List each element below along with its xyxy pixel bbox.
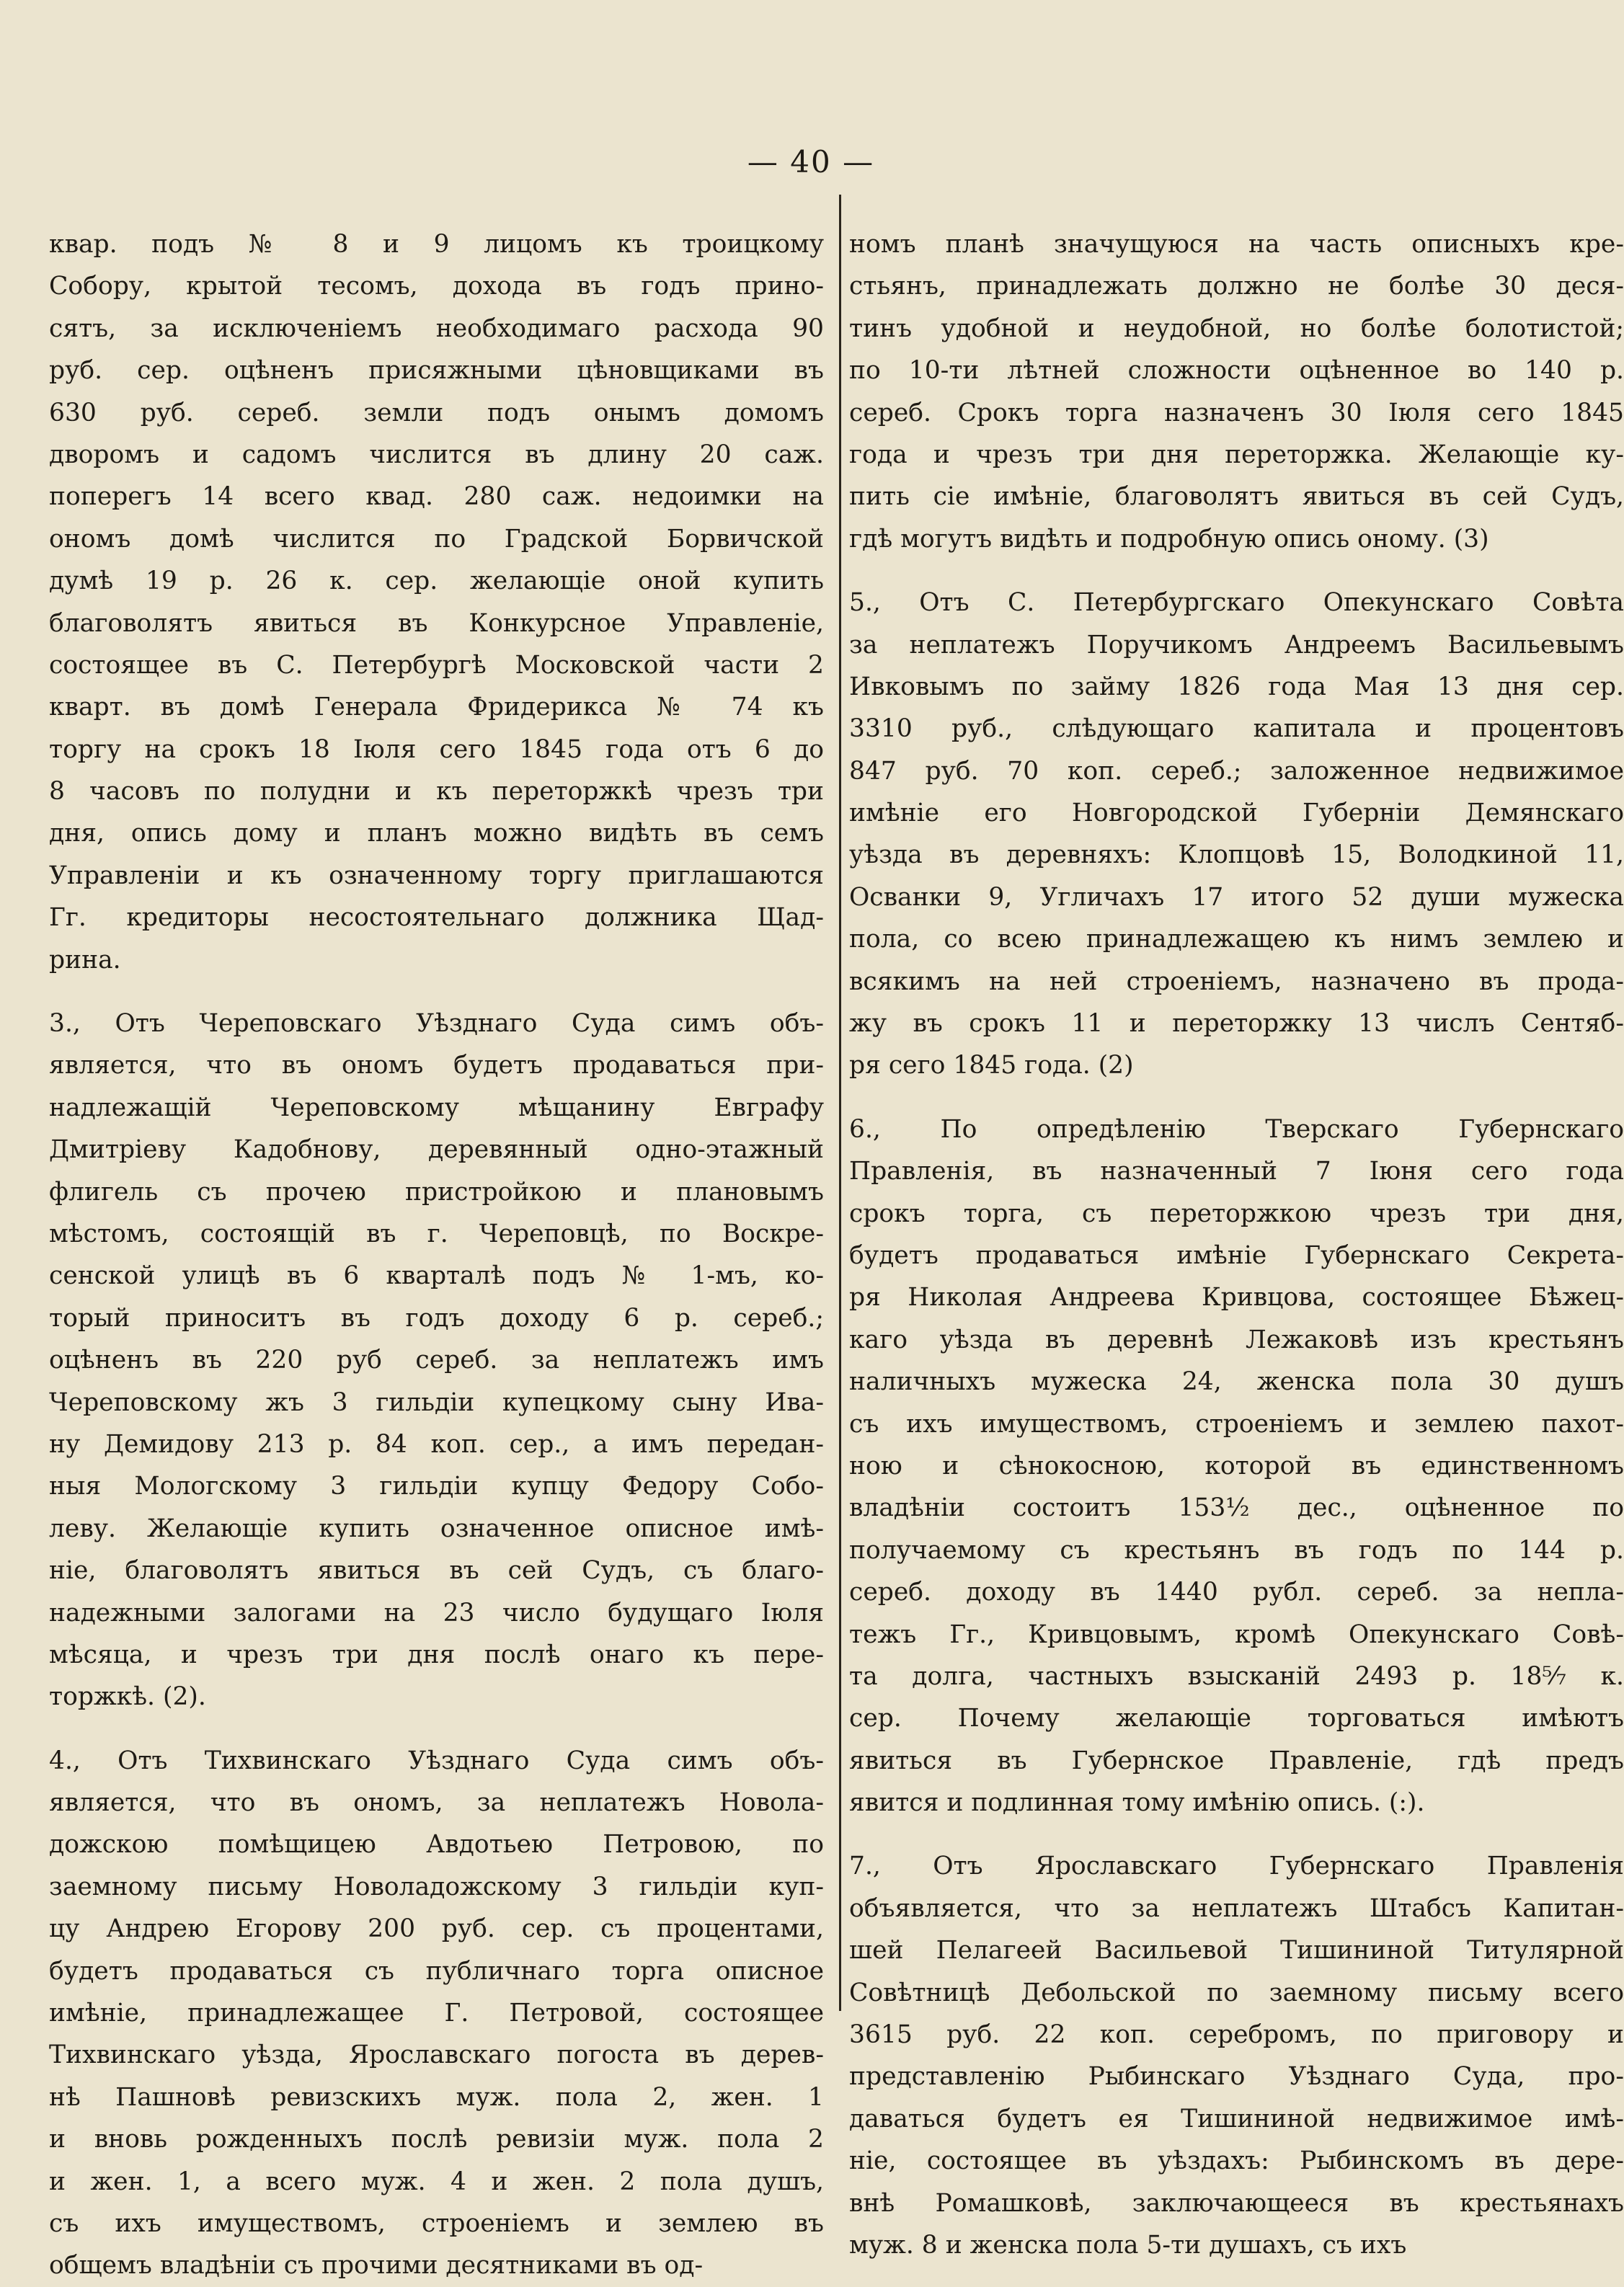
text-line: срокъ торга, съ переторжкою чрезъ три дня, <box>849 1199 1624 1228</box>
text-line: будетъ продаваться съ публичнаго торга описное <box>49 1956 824 1986</box>
text-line: та долга, частныхъ взысканiй 2493 р. 18⁵⁄₇ к. <box>849 1661 1624 1691</box>
text-line: 630 руб. сереб. земли подъ онымъ домомъ <box>49 398 824 427</box>
paragraph <box>849 223 1624 560</box>
left-column <box>49 223 824 2281</box>
text-line: Осванки 9, Угличахъ 17 итого 52 души мужеска <box>849 882 1624 912</box>
text-line: дворомъ и садомъ числится въ длину 20 саж. <box>49 440 824 469</box>
text-line: гдѣ могутъ видѣть и подробную опись оному. (3) <box>849 524 1489 554</box>
text-line: пить сiе имѣнiе, благоволятъ явиться въ сей Судъ, <box>849 482 1624 512</box>
text-line: представленiю Рыбинскаго Уѣзднаго Суда, про- <box>849 2062 1624 2092</box>
paragraph <box>849 560 1624 1087</box>
text-line: ономъ домѣ числится по Градской Борвичской <box>49 524 824 554</box>
text-line: шей Пелагеей Васильевой Тишининой Титулярной <box>849 1936 1624 1966</box>
text-line: Правленiя, въ назначенный 7 Iюня сего года <box>849 1157 1624 1186</box>
text-line: и жен. 1, а всего муж. 4 и жен. 2 пола душъ, <box>49 2167 824 2196</box>
text-line: внѣ Ромашковѣ, заключающееся въ крестьянахъ <box>849 2188 1624 2218</box>
text-line: 7., Отъ Ярославскаго Губернскаго Правленiя <box>849 1852 1624 1881</box>
text-line: нiе, состоящее въ уѣздахъ: Рыбинскомъ въ дере- <box>849 2146 1624 2176</box>
text-line: дожскою помѣщицею Авдотьею Петровою, по <box>49 1830 824 1860</box>
text-line: торжкѣ. (2). <box>49 1682 206 1712</box>
text-line: стьянъ, принадлежать должно не болѣе 30 деся- <box>849 272 1624 301</box>
text-line: тинъ удобной и неудобной, но болѣе болотистой; <box>849 314 1624 343</box>
text-line: Череповскому жъ 3 гильдiи купецкому сыну Ива- <box>49 1387 824 1417</box>
paragraph <box>49 223 824 981</box>
text-line: года и чрезъ три дня переторжка. Желающiе ку- <box>849 440 1624 469</box>
text-line: торгу на срокъ 18 Iюля сего 1845 года отъ 6 до <box>49 734 824 764</box>
text-line: нiе, благоволятъ явиться въ сей Судъ, съ благо- <box>49 1556 824 1586</box>
text-line: флигель съ прочею пристройкою и плановымъ <box>49 1177 824 1207</box>
text-line: леву. Желающiе купить означенное описное имѣ- <box>49 1514 824 1543</box>
text-line: владѣнiи состоитъ 153½ дес., оцѣненное по <box>849 1493 1624 1523</box>
text-line: цу Андрею Егорову 200 руб. сер. съ процентами, <box>49 1914 824 1944</box>
text-line: пола, со всею принадлежащею къ нимъ землею и <box>849 925 1624 954</box>
text-line: жу въ срокъ 11 и переторжку 13 числъ Сентяб- <box>849 1009 1624 1039</box>
text-line: получаемому съ крестьянъ въ годъ по 144 р. <box>849 1535 1624 1565</box>
text-line: Дмитрiеву Кадобнову, деревянный одно-этажный <box>49 1135 824 1165</box>
text-line: ря Николая Андреева Кривцова, состоящее Бѣжец- <box>849 1283 1624 1313</box>
text-line: за неплатежъ Поручикомъ Андреемъ Васильевымъ <box>849 630 1624 660</box>
text-line: заемному письму Новоладожскому 3 гильдiи куп- <box>49 1872 824 1901</box>
text-line: Ивковымъ по займу 1826 года Мая 13 дня сер. <box>849 672 1624 701</box>
paragraph <box>849 1087 1624 1824</box>
text-line: поперегъ 14 всего квад. 280 саж. недоимки на <box>49 482 824 512</box>
text-line: имѣнiе его Новгородской Губернiи Демянскаго <box>849 799 1624 828</box>
text-line: всякимъ на ней строенiемъ, назначено въ прода- <box>849 967 1624 996</box>
text-line: съ ихъ имуществомъ, строенiемъ и землею пахот- <box>849 1409 1624 1439</box>
text-line: 3310 руб., слѣдующаго капитала и процентовъ <box>849 714 1624 744</box>
text-line: имѣнiе, принадлежащее Г. Петровой, состоящее <box>49 1999 824 2028</box>
text-line: объявляется, что за неплатежъ Штабсъ Капитан- <box>849 1893 1624 1923</box>
text-line: ною и сѣнокосною, которой въ единственномъ <box>849 1451 1624 1480</box>
text-line: даваться будетъ ея Тишининой недвижимое имѣ- <box>849 2104 1624 2133</box>
text-line: ря сего 1845 года. (2) <box>849 1051 1134 1080</box>
text-line: думѣ 19 р. 26 к. сер. желающiе оной купить <box>49 567 824 596</box>
text-line: надлежащiй Череповскому мѣщанину Евграфу <box>49 1093 824 1122</box>
text-line: благоволятъ явиться въ Конкурсное Управленiе, <box>49 608 824 638</box>
paragraph <box>49 981 824 1718</box>
text-line: и вновь рожденныхъ послѣ ревизiи муж. пола 2 <box>49 2125 824 2154</box>
text-line: надежными залогами на 23 число будущаго Iюля <box>49 1598 824 1627</box>
text-line: кварт. въ домѣ Генерала Фридерикса № 74 къ <box>49 693 824 722</box>
text-line: Гг. кредиторы несостоятельнаго должника Щад- <box>49 903 824 933</box>
text-line: сереб. доходу въ 1440 рубл. сереб. за непла- <box>849 1578 1624 1607</box>
text-line: 847 руб. 70 коп. сереб.; заложенное недвижимое <box>849 756 1624 786</box>
text-line: сенской улицѣ въ 6 кварталѣ подъ № 1-мъ, ко- <box>49 1261 824 1291</box>
text-line: является, что въ ономъ, за неплатежъ Новола- <box>49 1788 824 1818</box>
paragraph <box>49 1718 824 2287</box>
text-line: дня, опись дому и планъ можно видѣть въ семъ <box>49 819 824 848</box>
text-line: сереб. Срокъ торга назначенъ 30 Iюля сего 1845 <box>849 398 1624 427</box>
page-number: — 40 — <box>747 144 875 179</box>
text-line: ну Демидову 213 р. 84 коп. сер., а имъ передан- <box>49 1429 824 1459</box>
text-line: номъ планѣ значущуюся на часть описныхъ кре- <box>849 230 1624 259</box>
text-line: 4., Отъ Тихвинскаго Уѣзднаго Суда симъ объ- <box>49 1746 824 1775</box>
text-line: рина. <box>49 945 121 974</box>
paragraph <box>849 1824 1624 2266</box>
text-line: мѣстомъ, состоящiй въ г. Череповцѣ, по Воскре- <box>49 1219 824 1248</box>
text-line: каго уѣзда въ деревнѣ Лежаковѣ изъ крестьянъ <box>849 1325 1624 1354</box>
text-line: сер. Почему желающiе торговаться имѣютъ <box>849 1704 1624 1733</box>
text-line: уѣзда въ деревняхъ: Клопцовѣ 15, Володкиной 11, <box>849 840 1624 870</box>
text-line: 3615 руб. 22 коп. серебромъ, по приговору и <box>849 2020 1624 2050</box>
text-line: 6., По опредѣленiю Тверскаго Губернскаго <box>849 1114 1624 1144</box>
text-line: Управленiи и къ означенному торгу приглашаются <box>49 861 824 890</box>
text-line: ныя Мологскому 3 гильдiи купцу Федору Собо- <box>49 1472 824 1501</box>
text-line: состоящее въ С. Петербургѣ Московской части 2 <box>49 650 824 680</box>
text-line: тежъ Гг., Кривцовымъ, кромѣ Опекунскаго Совѣ- <box>849 1620 1624 1649</box>
text-line: 3., Отъ Череповскаго Уѣзднаго Суда симъ объ- <box>49 1009 824 1039</box>
text-line: муж. 8 и женска пола 5-ти душахъ, съ ихъ <box>849 2230 1407 2260</box>
text-line: мѣсяца, и чрезъ три дня послѣ онаго къ пере- <box>49 1640 824 1669</box>
text-line: Тихвинскаго уѣзда, Ярославскаго погоста въ дерев- <box>49 2040 824 2070</box>
text-line: Собору, крытой тесомъ, дохода въ годъ прино- <box>49 272 824 301</box>
text-line: оцѣненъ въ 220 руб сереб. за неплатежъ имъ <box>49 1346 824 1375</box>
text-line: 8 часовъ по полудни и къ переторжкѣ чрезъ три <box>49 777 824 807</box>
text-line: 5., Отъ С. Петербургскаго Опекунскаго Совѣта <box>849 588 1624 618</box>
column-divider <box>839 195 841 2011</box>
text-line: Совѣтницѣ Дебольской по заемному письму всего <box>849 1978 1624 2007</box>
text-line: сятъ, за исключенiемъ необходимаго расхода 90 <box>49 314 824 343</box>
text-line: будетъ продаваться имѣнiе Губернскаго Секрета- <box>849 1240 1624 1270</box>
text-line: съ ихъ имуществомъ, строенiемъ и землею въ <box>49 2208 824 2238</box>
text-line: квар. подъ № 8 и 9 лицомъ къ троицкому <box>49 230 824 259</box>
text-line: по 10-ти лѣтней сложности оцѣненное во 140 р. <box>849 356 1624 386</box>
right-column <box>849 223 1624 2260</box>
text-line: общемъ владѣнiи съ прочими десятниками въ од- <box>49 2251 704 2281</box>
text-line: явится и подлинная тому имѣнiю опись. (:). <box>849 1788 1425 1818</box>
text-line: наличныхъ мужеска 24, женска пола 30 душъ <box>849 1367 1624 1397</box>
text-line: руб. сер. оцѣненъ присяжными цѣновщиками въ <box>49 356 824 386</box>
text-line: явиться въ Губернское Правленiе, гдѣ предъ <box>849 1746 1624 1775</box>
text-line: торый приноситъ въ годъ доходу 6 р. сереб.; <box>49 1303 824 1333</box>
text-line: нѣ Пашновѣ ревизскихъ муж. пола 2, жен. 1 <box>49 2082 824 2112</box>
text-line: является, что въ ономъ будетъ продаваться при- <box>49 1051 824 1080</box>
